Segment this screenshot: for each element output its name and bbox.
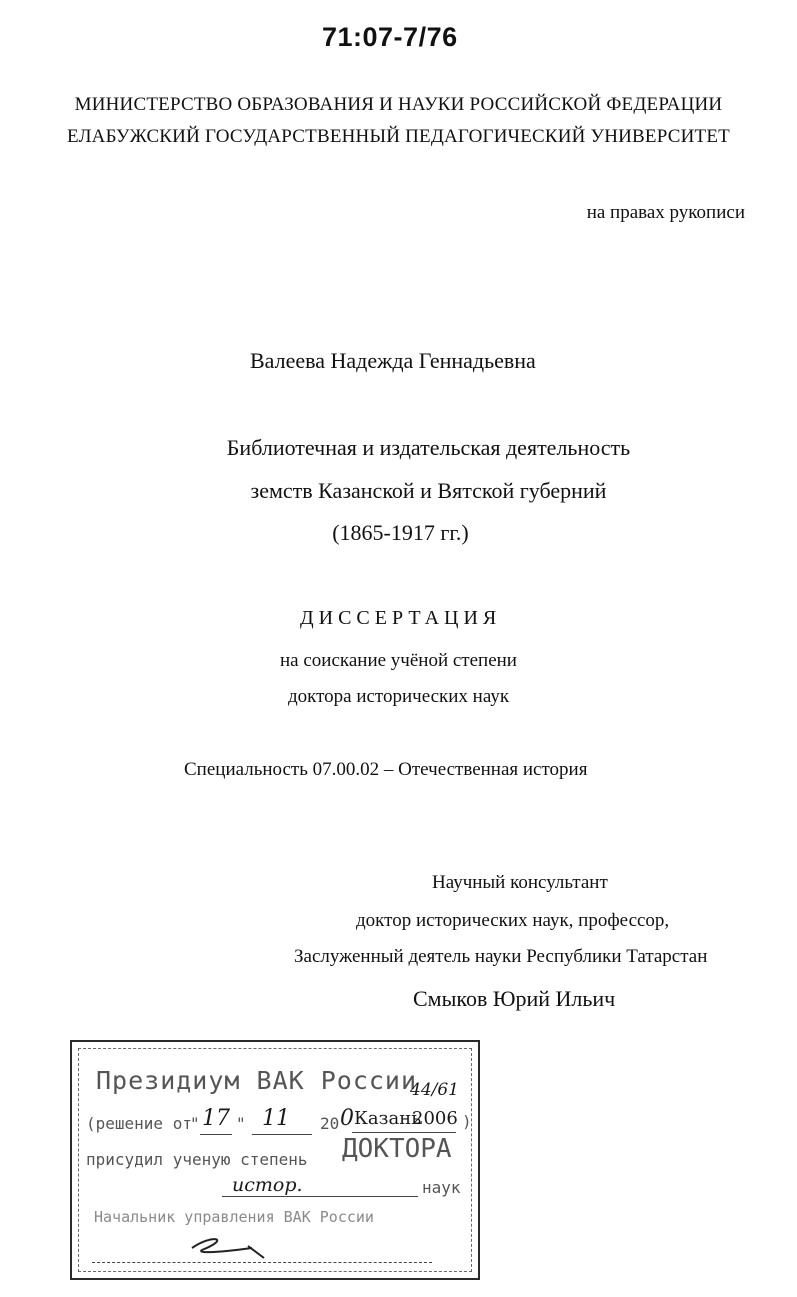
consultant-label: Научный консультант: [432, 872, 608, 893]
stamp-field: истор.: [232, 1174, 303, 1196]
stamp-decision-number: 44/61: [410, 1080, 459, 1100]
archive-code: 71:07-7/76: [322, 22, 458, 52]
stamp-close-paren: ): [462, 1112, 472, 1131]
manuscript-rights: на правах рукописи: [586, 202, 745, 223]
stamp-day: 17: [202, 1106, 230, 1131]
stamp-city-underline: [352, 1132, 456, 1133]
specialty: Специальность 07.00.02 – Отечественная история: [184, 759, 588, 780]
stamp-city: Казань: [354, 1108, 422, 1129]
consultant-honor: Заслуженный деятель науки Республики Татарстан: [294, 946, 708, 967]
dissertation-line-1: на соискание учёной степени: [280, 650, 517, 671]
stamp-day-underline: [200, 1134, 232, 1135]
stamp-bottom-line: [92, 1262, 432, 1263]
author-name: Валеева Надежда Геннадьевна: [250, 348, 536, 373]
stamp-chief: Начальник управления ВАК России: [94, 1208, 374, 1226]
ministry-name: МИНИСТЕРСТВО ОБРАЗОВАНИЯ И НАУКИ РОССИЙСКОЙ ФЕДЕРАЦИИ: [74, 94, 723, 115]
stamp-quote-2: ": [236, 1114, 246, 1133]
dissertation-heading: ДИССЕРТАЦИЯ: [300, 607, 502, 629]
stamp-science: наук: [422, 1178, 461, 1197]
stamp-year-digit: 0: [340, 1106, 354, 1131]
stamp-quote-1: ": [190, 1114, 200, 1133]
stamp-year-prefix: 20: [320, 1114, 340, 1133]
consultant-degree: доктор исторических наук, профессор,: [356, 910, 670, 931]
stamp-awarded: присудил ученую степень: [86, 1150, 308, 1169]
consultant-name: Смыков Юрий Ильич: [413, 986, 616, 1011]
university-name: ЕЛАБУЖСКИЙ ГОСУДАРСТВЕННЫЙ ПЕДАГОГИЧЕСКИЙ УНИВЕРСИТЕТ: [67, 126, 730, 147]
dissertation-line-2: доктора исторических наук: [287, 686, 510, 707]
title-line-1: Библиотечная и издательская деятельность: [226, 435, 631, 460]
stamp-field-underline: [222, 1196, 418, 1197]
title-line-2: земств Казанской и Вятской губерний: [250, 478, 607, 503]
stamp-city-year: 2006: [412, 1108, 458, 1129]
stamp-decision-label: (решение от: [86, 1114, 192, 1133]
stamp-presidium: Президиум ВАК России: [96, 1066, 418, 1095]
stamp-month: 11: [262, 1106, 290, 1131]
title-line-3: (1865-1917 гг.): [332, 520, 469, 545]
stamp-month-underline: [252, 1134, 312, 1135]
stamp-degree: ДОКТОРА: [342, 1134, 452, 1164]
signature-icon: [182, 1228, 282, 1264]
vak-stamp: [70, 1040, 480, 1280]
